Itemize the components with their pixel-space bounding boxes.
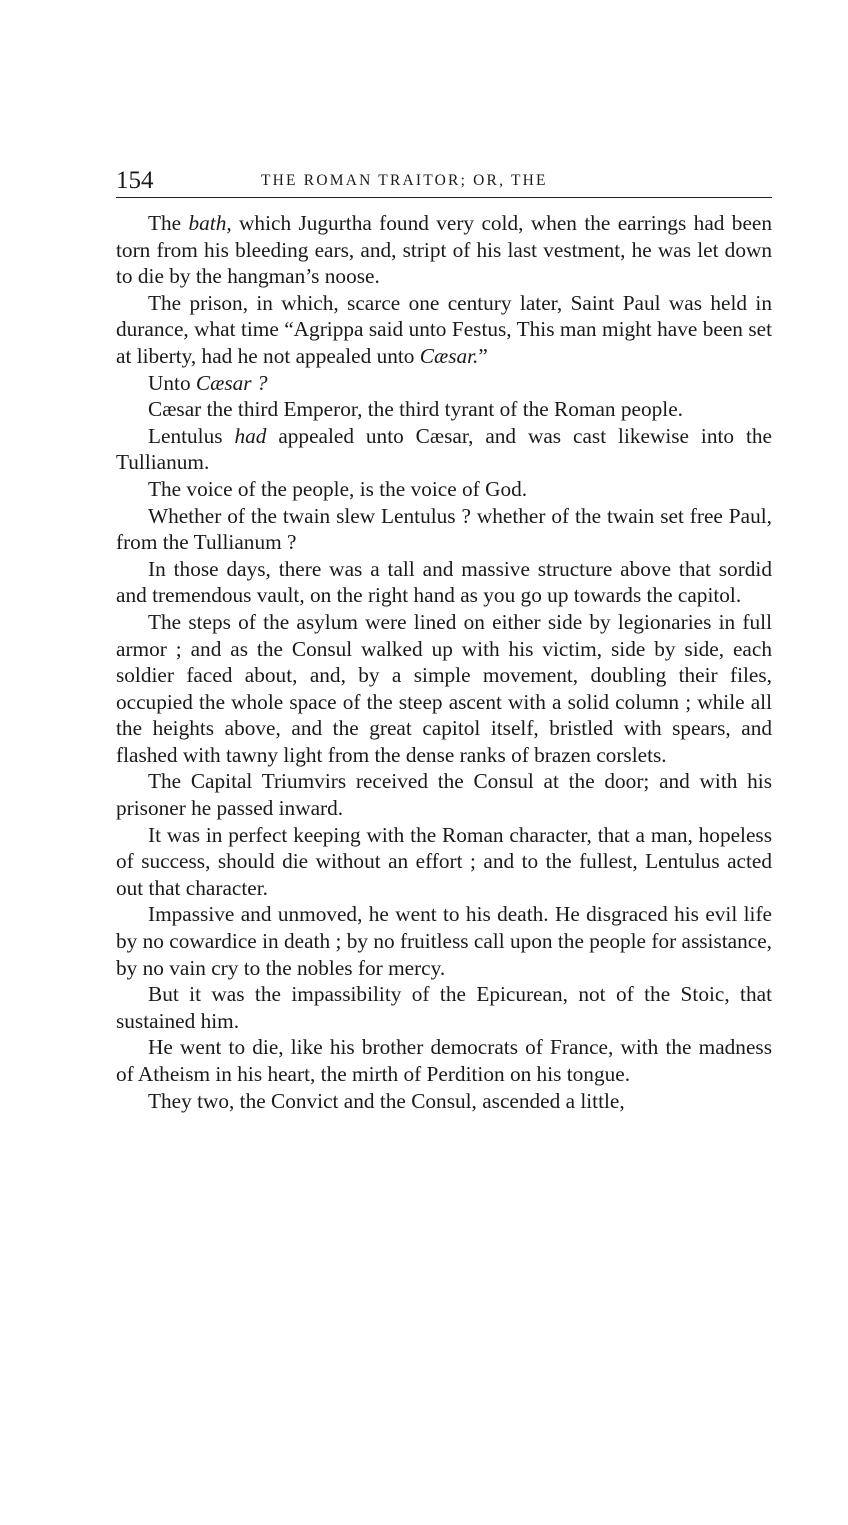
italic-text: Cæsar ?	[195, 370, 268, 395]
text-run: The voice of the people, is the voice of God.	[148, 476, 528, 501]
italic-text: bath,	[188, 211, 232, 235]
book-page	[116, 165, 772, 1114]
paragraph	[116, 370, 772, 397]
text-run: Cæsar the third Emperor, the third tyrant of the Roman people.	[148, 397, 683, 422]
paragraph	[116, 476, 772, 503]
text-run: But it was the impassibility of the Epicurean, not of the Stoic, that sustained him.	[116, 982, 772, 1033]
text-run: The prison, in which, scarce one century later, Saint Paul was held in durance, what time “Agrippa said unto Festus, This man might have been set at liberty, had he not appealed unto	[116, 290, 772, 368]
running-head	[116, 165, 772, 198]
paragraph	[116, 503, 772, 556]
text-run: Impassive and unmoved, he went to his death. He disgraced his evil life by no cowardice in death ; by no fruitless call upon the people for assistance, by no vain cry to the nobles for mercy.	[116, 902, 772, 980]
text-run: Whether of the twain slew Lentulus ? whether of the twain set free Paul, from the Tullianum ?	[116, 503, 772, 555]
paragraph	[116, 423, 772, 476]
italic-text: Cæsar.	[419, 343, 479, 368]
body-text	[116, 210, 772, 1114]
paragraph	[116, 609, 772, 769]
paragraph	[116, 290, 772, 370]
text-run: The Capital Triumvirs received the Consul at the door; and with his prisoner he passed inward.	[116, 769, 772, 821]
text-run: In those days, there was a tall and massive structure above that sordid and tremendous vault, on the right hand as you go up towards the capitol.	[116, 556, 772, 608]
paragraph	[116, 981, 772, 1034]
text-run: They two, the Convict and the Consul, ascended a little,	[148, 1088, 625, 1113]
text-run: ”	[478, 343, 488, 368]
paragraph	[116, 768, 772, 821]
paragraph	[116, 901, 772, 981]
italic-text: had	[234, 423, 267, 448]
page-number: 154	[116, 167, 154, 194]
text-run: appealed unto Cæsar, and was cast likewise into the Tullianum.	[116, 423, 772, 475]
paragraph	[116, 822, 772, 902]
paragraph	[116, 1088, 772, 1115]
paragraph	[116, 556, 772, 609]
paragraph	[116, 210, 772, 290]
text-run: It was in perfect keeping with the Roman character, that a man, hopeless of success, should die without an effort ; and to the fullest, Lentulus acted out that character.	[116, 822, 772, 900]
text-run: which Jugurtha found very cold, when the earrings had been torn from his bleeding ears, and, stript of his last vestment, he was let down to die by the hangman’s noose.	[116, 211, 772, 289]
text-run: Lentulus	[148, 423, 235, 448]
paragraph	[116, 396, 772, 423]
text-run: The steps of the asylum were lined on either side by legionaries in full armor ; and as the Consul walked up with his victim, side by side, each soldier faced about, and, by a simple movement, doubling their files, occupied the whole space of the steep ascent with a solid column ; while all the heights above, and the great capitol itself, bristled with spears, and flashed with tawny light from the dense ranks of brazen corslets.	[116, 609, 772, 767]
text-run: Unto	[148, 370, 196, 395]
text-run: The	[148, 211, 189, 235]
paragraph	[116, 1034, 772, 1087]
text-run: He went to die, like his brother democrats of France, with the madness of Atheism in his heart, the mirth of Perdition on his tongue.	[116, 1035, 772, 1086]
running-title: THE ROMAN TRAITOR; OR, THE	[261, 172, 548, 189]
